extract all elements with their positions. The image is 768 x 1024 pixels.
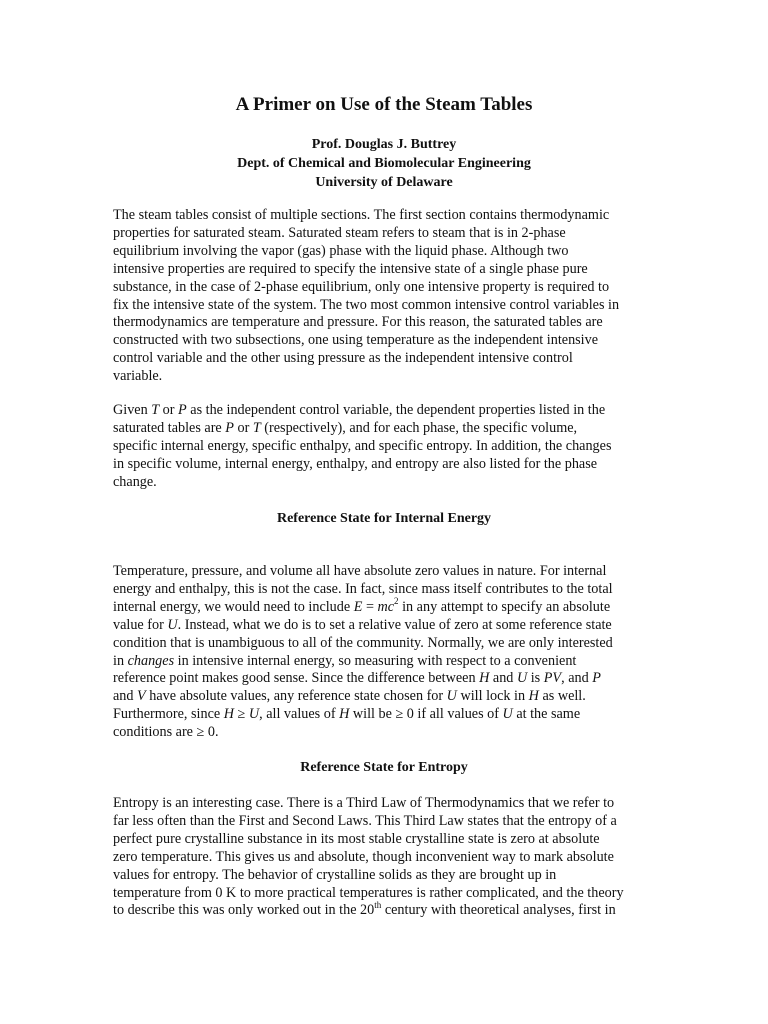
paragraph-entropy — [113, 795, 673, 920]
text-line: energy and enthalpy, this is not the case. In fact, since mass itself contributes to the total — [113, 580, 613, 597]
text-line: variable. — [113, 368, 163, 385]
text-line: perfect pure crystalline substance in its most stable crystalline state is zero at absolute — [113, 830, 600, 847]
text-line: equilibrium involving the vapor (gas) phase with the liquid phase. Although two — [113, 242, 569, 259]
text-line: control variable and the other using pressure as the independent intensive control — [113, 350, 573, 367]
text-line: reference point makes good sense. Since the difference between H and U is PV, and P — [113, 670, 601, 687]
document-title: A Primer on Use of the Steam Tables — [235, 94, 533, 115]
text-line: far less often than the First and Second Laws. This Third Law states that the entropy of a — [113, 812, 617, 829]
paragraph-control-variables — [113, 402, 673, 492]
text-line: specific internal energy, specific enthalpy, and specific entropy. In addition, the changes — [113, 437, 612, 454]
text-line: to describe this was only worked out in the 20th century with theoretical analyses, first in — [113, 899, 616, 919]
text-line: in specific volume, internal energy, enthalpy, and entropy are also listed for the phase — [113, 455, 598, 472]
text-line: internal energy, we would need to include $E = mc^2$ in any attempt to specify an absolute — [113, 596, 611, 615]
text-line: value for U. Instead, what we do is to set a relative value of zero at some reference state — [113, 616, 612, 633]
text-line: Furthermore, since H ≥ U, all values of H will be ≥ 0 if all values of U at the same — [113, 706, 581, 723]
text-line: condition that is unambiguous to all of the community. Normally, we are only interested — [113, 634, 613, 651]
text-line: saturated tables are P or T (respectively), and for each phase, the specific volume, — [113, 419, 578, 436]
text-line: intensive properties are required to specify the intensive state of a single phase pure — [113, 260, 588, 277]
text-line: fix the intensive state of the system. The two most common intensive control variables in — [113, 296, 620, 313]
text-line: Entropy is an interesting case. There is a Third Law of Thermodynamics that we refer to — [113, 795, 615, 811]
text-line: The steam tables consist of multiple sections. The first section contains thermodynamic — [113, 207, 610, 223]
text-line: temperature from 0 K to more practical temperatures is rather complicated, and the theory — [113, 884, 624, 901]
text-line: conditions are ≥ 0. — [113, 724, 219, 741]
text-line: properties for saturated steam. Saturated steam refers to steam that is in 2-phase — [113, 224, 566, 241]
author-block — [0, 135, 768, 192]
text-line: values for entropy. The behavior of crystalline solids as they are brought up in — [113, 866, 557, 883]
author-institution: University of Delaware — [315, 175, 453, 190]
text-line: zero temperature. This gives us and absolute, though inconvenient way to mark absolute — [113, 848, 614, 865]
author-department: Dept. of Chemical and Biomolecular Engineering — [237, 156, 531, 171]
paragraph-saturated-steam — [113, 207, 673, 386]
author-name: Prof. Douglas J. Buttrey — [311, 137, 457, 152]
section-heading-internal-energy: Reference State for Internal Energy — [276, 511, 492, 526]
text-line: Temperature, pressure, and volume all have absolute zero values in nature. For internal — [113, 563, 607, 579]
text-line: change. — [113, 473, 157, 490]
text-line: in changes in intensive internal energy, so measuring with respect to a convenient — [113, 652, 577, 669]
text-line: constructed with two subsections, one using temperature as the independent intensive — [113, 332, 599, 349]
paragraph-internal-energy — [113, 563, 673, 742]
text-line: Given T or P as the independent control variable, the dependent properties listed in the — [113, 402, 606, 418]
text-line: and V have absolute values, any reference state chosen for U will lock in H as well. — [113, 688, 586, 705]
text-line: substance, in the case of 2-phase equilibrium, only one intensive property is required to — [113, 278, 610, 295]
text-line: thermodynamics are temperature and pressure. For this reason, the saturated tables are — [113, 314, 603, 331]
section-heading-entropy: Reference State for Entropy — [300, 760, 468, 775]
